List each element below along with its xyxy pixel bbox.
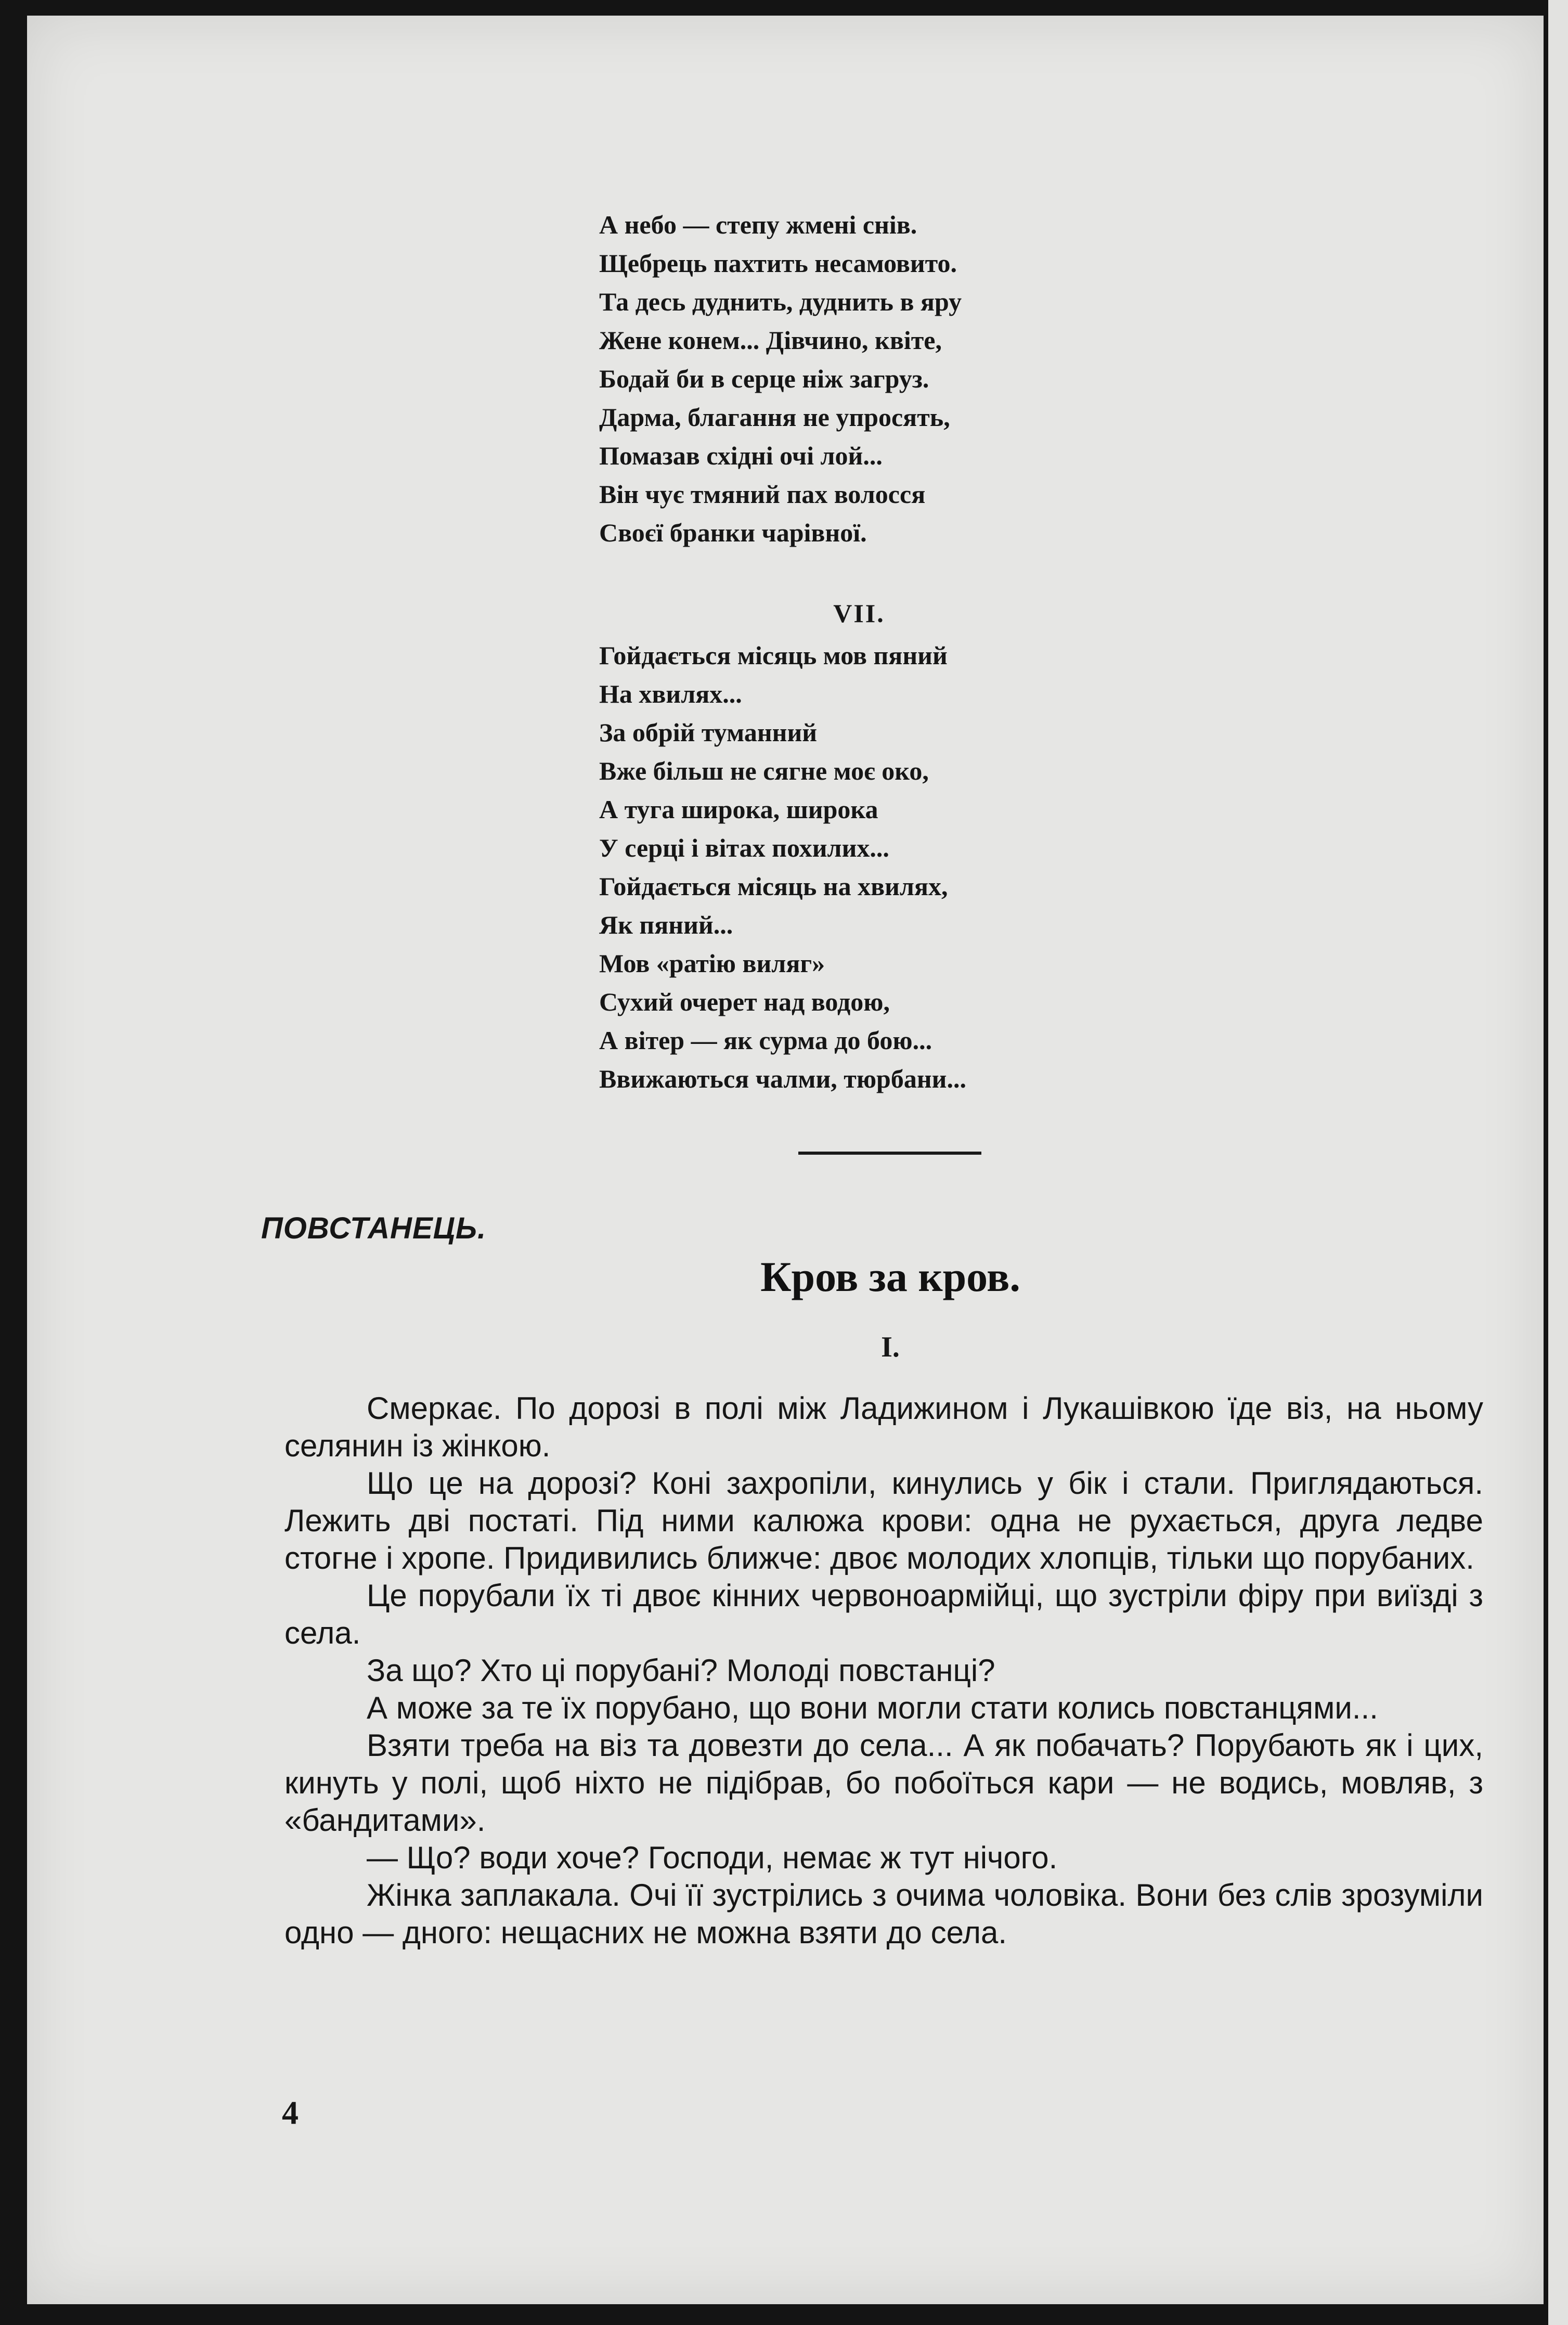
- story-title: Кров за кров.: [760, 1253, 1020, 1300]
- story-body: [284, 1390, 1483, 1952]
- poem-stanza-top: [599, 205, 962, 552]
- poem-line: А небо — степу жмені снів.: [599, 210, 917, 239]
- poem-line: А вітер — як сурма до бою...: [599, 1026, 932, 1055]
- paragraph: За що? Хто ці порубані? Молоді повстанці?: [367, 1653, 995, 1688]
- page-number: 4: [282, 2094, 299, 2131]
- paragraph: Взяти треба на віз та довезти до села... А як побачать? Порубають як і цих, кинуть у полі, щоб ніхто не підібрав, бо побоїться кари — не водись, мовляв, з «бандитами».: [284, 1728, 1483, 1838]
- poem-line: Бодай би в серце ніж загруз.: [599, 364, 929, 393]
- poem-line: Гойдається місяць мов пяний: [599, 641, 948, 670]
- poem-line: Вже більш не сягне моє око,: [599, 756, 929, 785]
- poem-line: Мов «ратію виляг»: [599, 949, 825, 978]
- poem-section-number: VII.: [833, 599, 885, 628]
- poem-line: Як пяний...: [599, 910, 733, 939]
- poem-line: За обрій туманний: [599, 718, 818, 747]
- author-pseudonym: ПОВСТАНЕЦЬ.: [261, 1211, 487, 1245]
- poem-line: У серці і вітах похилих...: [599, 833, 889, 862]
- paragraph: Що це на дорозі? Коні захропіли, кинулись у бік і стали. Приглядаються. Лежить дві постаті. Під ними калюжа крови: одна не рухається, друга ледве стогне і хропе. Придивились ближче: двоє молодих хлопців, тільки що порубаних.: [284, 1466, 1483, 1575]
- poem-line: Гойдається місяць на хвилях,: [599, 872, 948, 901]
- poem-line: Помазав східні очі лой...: [599, 441, 883, 470]
- paragraph: А може за те їх порубано, що вони могли стати колись повстанцями...: [367, 1690, 1378, 1725]
- poem-line: Він чує тмяний пах волосся: [599, 480, 926, 509]
- section-divider: [798, 1152, 981, 1155]
- poem-stanza-bottom: [599, 636, 966, 1098]
- poem-line: Ввижаються чалми, тюрбани...: [599, 1064, 966, 1093]
- poem-line: Своєї бранки чарівної.: [599, 518, 867, 547]
- paragraph: Смеркає. По дорозі в полі між Ладижином і Лукашівкою їде віз, на ньому селянин із жінкою.: [284, 1391, 1483, 1463]
- poem-line: Та десь дуднить, дуднить в яру: [599, 287, 962, 316]
- poem-line: Дарма, благання не упросять,: [599, 403, 950, 432]
- paragraph: Це порубали їх ті двоє кінних червоноармійці, що зустріли фіру при виїзді з села.: [284, 1578, 1483, 1650]
- book-page: [27, 16, 1544, 2304]
- paragraph: — Що? води хоче? Господи, немає ж тут нічого.: [367, 1840, 1058, 1875]
- poem-line: Жене конем... Дівчино, квіте,: [599, 326, 942, 355]
- adjacent-page-edge: [1548, 0, 1568, 2325]
- poem-line: А туга широка, широка: [599, 795, 878, 824]
- poem-line: Сухий очерет над водою,: [599, 987, 890, 1016]
- chapter-number: І.: [881, 1331, 900, 1363]
- poem-line: Щебрець пахтить несамовито.: [599, 249, 957, 278]
- poem-line: На хвилях...: [599, 679, 742, 708]
- paragraph: Жінка заплакала. Очі її зустрілись з очима чоловіка. Вони без слів зрозуміли одно — дного: нещасних не можна взяти до села.: [284, 1878, 1483, 1950]
